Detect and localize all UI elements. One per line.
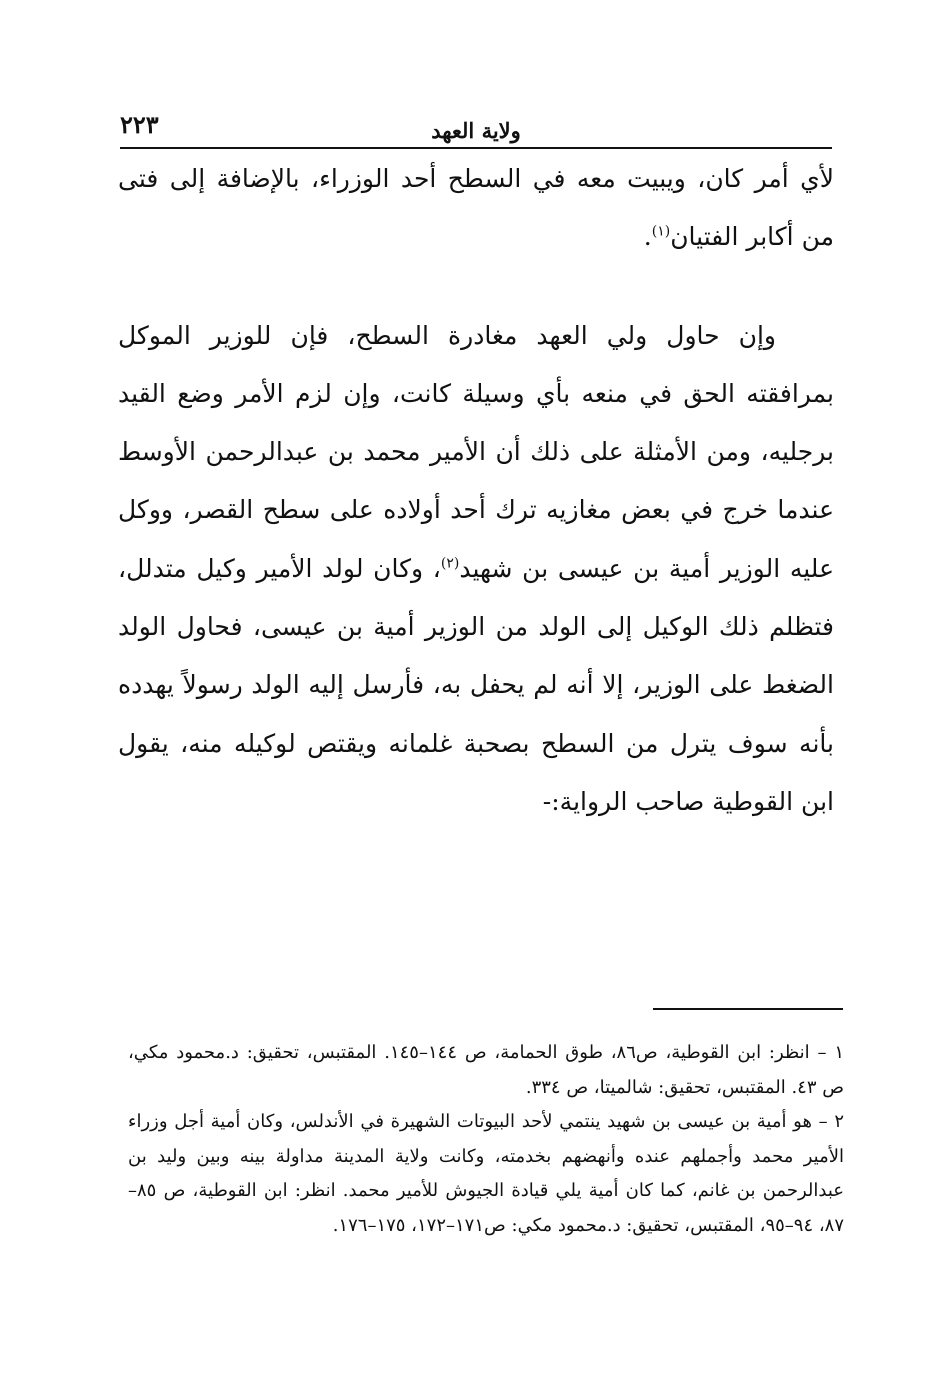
paragraph-1-end: . <box>643 222 652 252</box>
paragraph-2-text-b: ، وكان لولد الأمير وكيل متدلل، فتظلم ذلك الوكيل إلى الولد من الوزير أمية بن عيسى، فحاول الولد الضغط على الوزير، إلا أنه لم يحفل به، فأرسل إليه الولد رسولاً يهدده بأنه سوف يترل من السطح بصحبة غلمانه ويقتص لوكيله منه، يقول ابن القوطية صاحب الرواية:- <box>118 553 834 816</box>
footnotes <box>128 1036 844 1243</box>
footnote-2: ٢ – هو أمية بن عيسى بن شهيد ينتمي لأحد البيوتات الشهيرة في الأندلس، وكان أمية أجل وزراء الأمير محمد وأجملهم عنده وأنهضهم بخدمته، وكانت ولاية المدينة مداولة بينه وبين وليد بن عبدالرحمن بن غانم، كما كان أمية يلي قيادة الجيوش للأمير محمد. انظر: ابن القوطية، ص ٨٥–٨٧، ٩٤–٩٥، المقتبس، تحقيق: د.محمود مكي: ص١٧١–١٧٢، ١٧٥–١٧٦. <box>128 1111 844 1236</box>
page-number: ٢٢٣ <box>120 110 159 139</box>
paragraph-1 <box>118 150 834 267</box>
footnote-ref-2[interactable]: (٢) <box>440 555 460 572</box>
main-text <box>118 150 834 831</box>
footnote-ref-1[interactable]: (١) <box>651 223 671 240</box>
running-header <box>120 108 832 148</box>
paragraph-2-text-a: وإن حاول ولي العهد مغادرة السطح، فإن للوزير الموكل بمرافقته الحق في منعه بأي وسيلة كانت، وإن لزم الأمر وضع القيد برجليه، ومن الأمثلة على ذلك أن الأمير محمد بن عبدالرحمن الأوسط عندما خرج في بعض مغازيه ترك أحد أولاده على سطح القصر، ووكل عليه الوزير أمية بن عيسى بن شهيد <box>118 320 835 583</box>
paragraph-2 <box>118 307 834 832</box>
paragraph-1-text: لأي أمر كان، ويبيت معه في السطح أحد الوزراء، بالإضافة إلى فتى من أكابر الفتيان <box>118 164 834 252</box>
footnote-1: ١ – انظر: ابن القوطية، ص٨٦، طوق الحمامة، ص ١٤٤–١٤٥. المقتبس، تحقيق: د.محمود مكي، ص ٤٣. المقتبس، تحقيق: شالميتا، ص ٣٣٤. <box>128 1042 844 1098</box>
header-rule <box>120 147 832 149</box>
chapter-title: ولاية العهد <box>431 118 521 143</box>
footnote-separator <box>653 1008 843 1010</box>
